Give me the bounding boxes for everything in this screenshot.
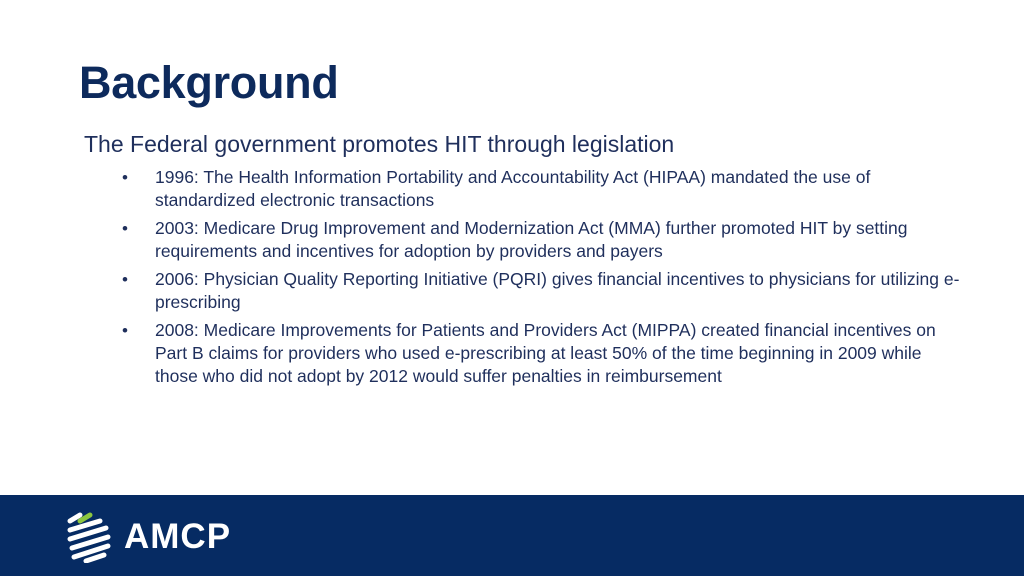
amcp-stripes-logo-icon — [66, 511, 114, 563]
list-item — [120, 319, 960, 388]
list-item — [120, 268, 960, 314]
bullet-list — [120, 166, 960, 393]
list-item-text: 2003: Medicare Drug Improvement and Modernization Act (MMA) further promoted HIT by setting requirements and incentives for adoption by providers and payers — [155, 218, 908, 261]
bullet-icon: • — [122, 270, 128, 289]
amcp-logo — [66, 511, 231, 563]
list-item-text: 2006: Physician Quality Reporting Initiative (PQRI) gives financial incentives to physicians for utilizing e-prescribing — [155, 269, 960, 312]
amcp-logo-text: AMCP — [124, 517, 232, 556]
bullet-icon: • — [122, 321, 128, 340]
list-item-text: 1996: The Health Information Portability and Accountability Act (HIPAA) mandated the use of standardized electronic transactions — [155, 167, 871, 210]
list-item — [120, 217, 960, 263]
bullet-icon: • — [122, 168, 128, 187]
slide-title: Background — [79, 57, 339, 108]
list-item-text: 2008: Medicare Improvements for Patients and Providers Act (MIPPA) created financial incentives on Part B claims for providers who used e-prescribing at least 50% of the time beginning in 2009 while those who did not adopt by 2012 would suffer penalties in reimbursement — [155, 320, 936, 386]
footer-bar — [0, 495, 1024, 576]
list-item — [120, 166, 960, 212]
bullet-icon: • — [122, 219, 128, 238]
lead-statement: The Federal government promotes HIT through legislation — [84, 131, 675, 157]
